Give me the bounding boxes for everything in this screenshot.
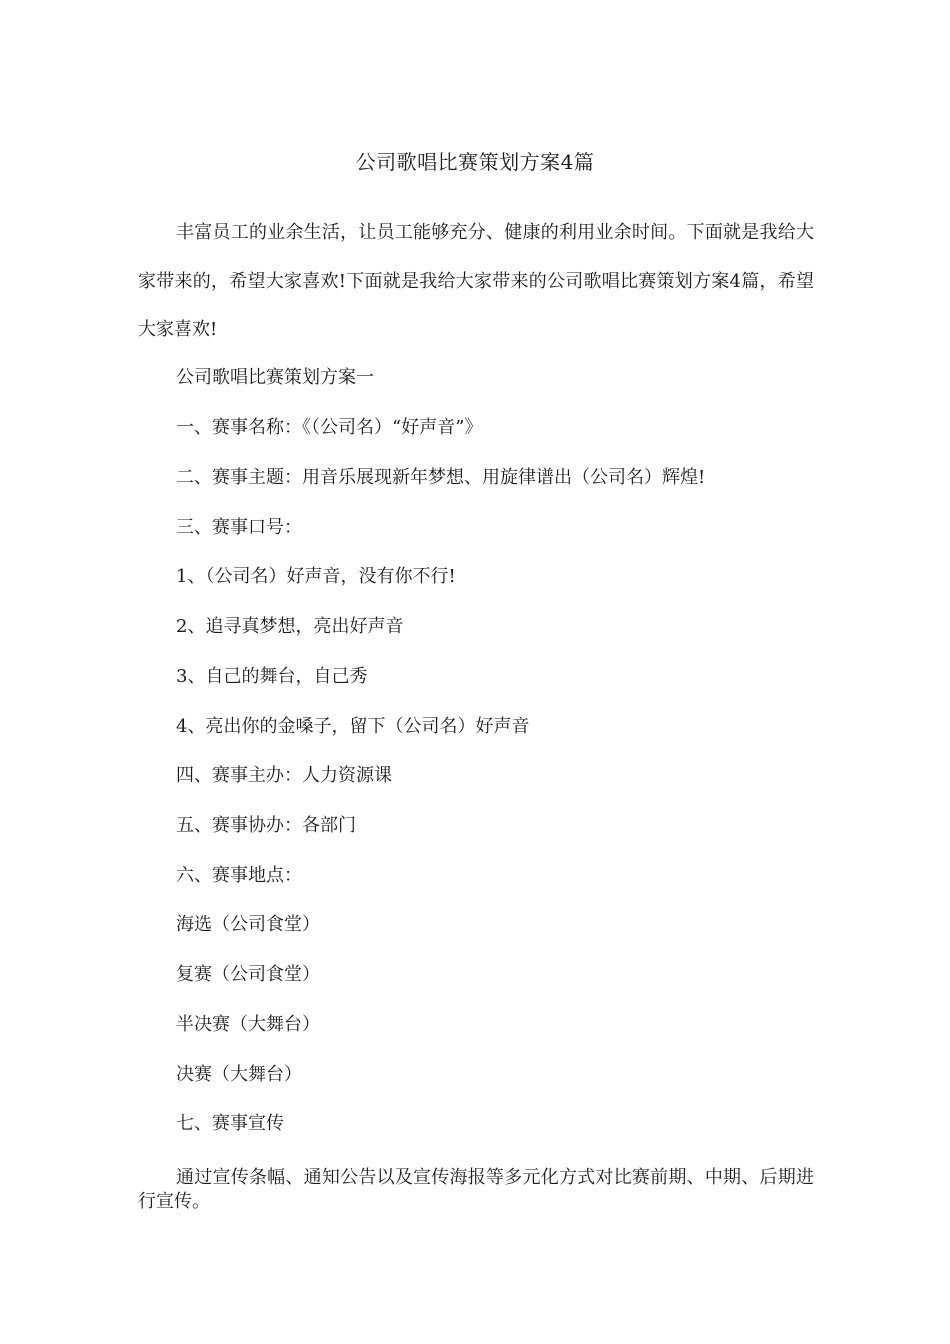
document-title: 公司歌唱比赛策划方案4篇 [355,150,595,174]
intro-paragraph: 丰富员工的业余生活，让员工能够充分、健康的利用业余时间。下面就是我给大家带来的，希望大家喜欢!下面就是我给大家带来的公司歌唱比赛策划方案4篇，希望大家喜欢! [138,222,814,340]
event-organizer-line: 四、赛事主办：人力资源课 [176,765,392,786]
slogan-item-3: 3、自己的舞台，自己秀 [176,666,368,687]
venue-item-2: 复赛（公司食堂） [176,964,320,985]
event-coorganizer-line: 五、赛事协办：各部门 [176,815,356,836]
event-promotion-heading: 七、赛事宣传 [176,1113,284,1134]
section-heading: 公司歌唱比赛策划方案一 [176,367,374,388]
venue-item-3: 半决赛（大舞台） [176,1014,320,1035]
venue-item-1: 海选（公司食堂） [176,914,320,935]
slogan-item-2: 2、追寻真梦想，亮出好声音 [176,616,404,637]
slogan-item-4: 4、亮出你的金嗓子，留下（公司名）好声音 [176,716,530,737]
event-venue-heading: 六、赛事地点： [176,865,302,886]
event-theme-line: 二、赛事主题：用音乐展现新年梦想、用旋律谱出（公司名）辉煌! [176,467,706,488]
event-slogan-heading: 三、赛事口号： [176,517,302,538]
venue-item-4: 决赛（大舞台） [176,1064,302,1085]
slogan-item-1: 1、（公司名）好声音，没有你不行! [176,566,456,587]
event-name-line: 一、赛事名称：《（公司名）“好声音”》 [176,417,483,438]
promotion-paragraph: 通过宣传条幅、通知公告以及宣传海报等多元化方式对比赛前期、中期、后期进行宣传。 [138,1167,814,1212]
